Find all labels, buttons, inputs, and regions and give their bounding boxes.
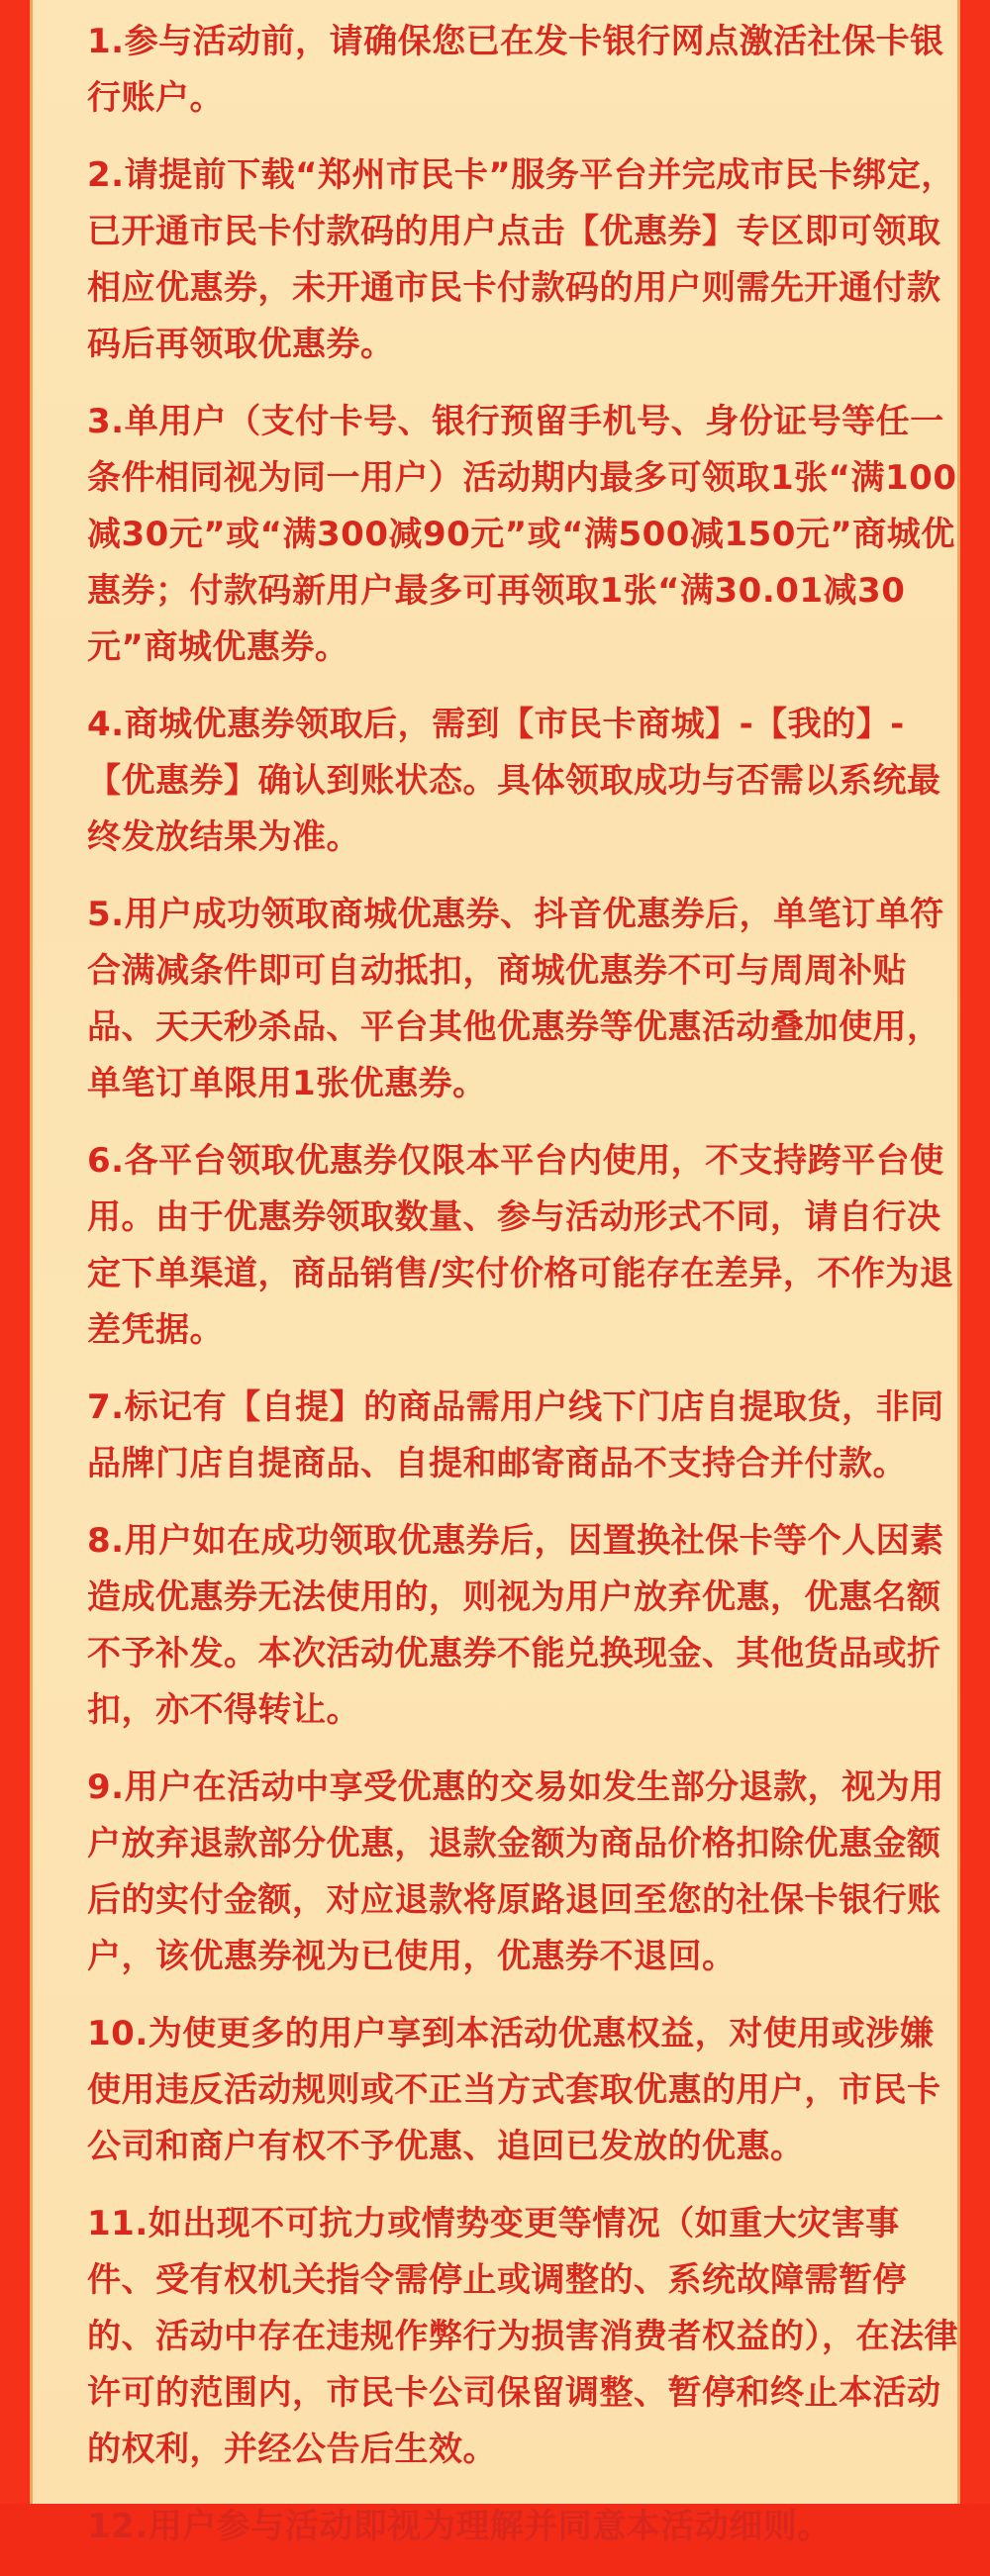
rule-item-2: 2.请提前下载“郑州市民卡”服务平台并完成市民卡绑定，已开通市民卡付款码的用户点击【优惠券】专区即可领取相应优惠券，未开通市民卡付款码的用户则需先开通付款码后再领取优惠券。 bbox=[87, 155, 955, 364]
rule-item-1: 1.参与活动前，请确保您已在发卡银行网点激活社保卡银行账户。 bbox=[87, 22, 944, 118]
rule-item-6: 6.各平台领取优惠券仅限本平台内使用，不支持跨平台使用。由于优惠券领取数量、参与活动形式不同，请自行决定下单渠道，商品销售/实付价格可能存在差异，不作为退差凭据。 bbox=[87, 1141, 954, 1350]
rule-item-4: 4.商城优惠券领取后，需到【市民卡商城】-【我的】-【优惠券】确认到账状态。具体领取成功与否需以系统最终发放结果为准。 bbox=[87, 705, 941, 857]
rules-panel bbox=[30, 0, 960, 2546]
rule-item-12: 12.用户参与活动即视为理解并同意本活动细则。 bbox=[87, 2507, 832, 2546]
rule-item-3: 3.单用户（支付卡号、银行预留手机号、身份证号等任一条件相同视为同一用户）活动期内最多可领取1张“满100减30元”或“满300减90元”或“满500减150元”商城优惠券；付款码新用户最多可再领取1张“满30.01减30元”商城优惠券。 bbox=[87, 402, 957, 667]
rule-item-10: 10.为使更多的用户享到本活动优惠权益，对使用或涉嫌使用违反活动规则或不正当方式套取优惠的用户，市民卡公司和商户有权不予优惠、追回已发放的优惠。 bbox=[87, 2014, 941, 2166]
rule-item-11: 11.如出现不可抗力或情势变更等情况（如重大灾害事件、受有权机关指令需停止或调整的、系统故障需暂停的、活动中存在违规作弊行为损害消费者权益的），在法律许可的范围内，市民卡公司保留调整、暂停和终止本活动的权利，并经公告后生效。 bbox=[87, 2204, 958, 2469]
rule-item-9: 9.用户在活动中享受优惠的交易如发生部分退款，视为用户放弃退款部分优惠，退款金额为商品价格扣除优惠金额后的实付金额，对应退款将原路退回至您的社保卡银行账户，该优惠券视为已使用，优惠券不退回。 bbox=[87, 1767, 944, 1976]
rule-item-7: 7.标记有【自提】的商品需用户线下门店自提取货，非同品牌门店自提商品、自提和邮寄商品不支持合并付款。 bbox=[87, 1387, 944, 1483]
rule-item-8: 8.用户如在成功领取优惠券后，因置换社保卡等个人因素造成优惠券无法使用的，则视为用户放弃优惠，优惠名额不予补发。本次活动优惠券不能兑换现金、其他货品或折扣，亦不得转让。 bbox=[87, 1521, 944, 1730]
rule-item-5: 5.用户成功领取商城优惠券、抖音优惠券后，单笔订单符合满减条件即可自动抵扣，商城优惠券不可与周周补贴品、天天秒杀品、平台其他优惠券等优惠活动叠加使用，单笔订单限用1张优惠券。 bbox=[87, 895, 944, 1103]
rules-list bbox=[87, 14, 958, 2576]
